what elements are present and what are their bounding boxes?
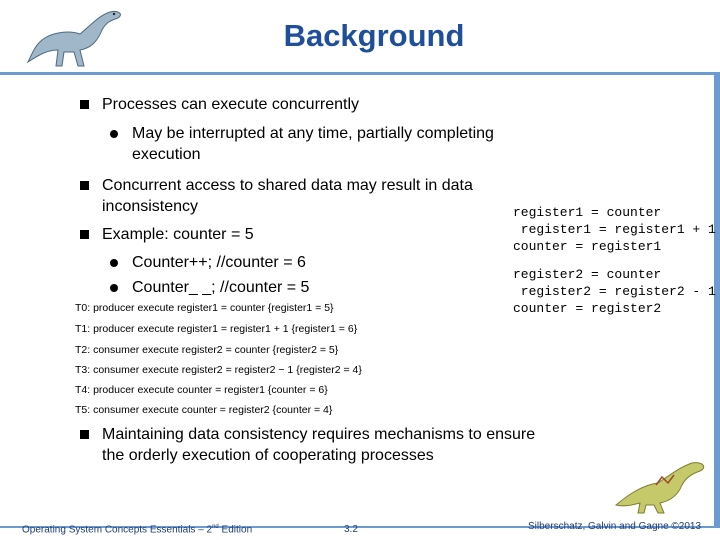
square-bullet-icon [80, 100, 89, 109]
sub-bullet-text: Counter_ _; //counter = 5 [132, 279, 310, 296]
trace-line: T0: producer execute register1 = counter {register1 = 5} [75, 302, 334, 314]
trace-line: T5: consumer execute counter = register2 {counter = 4} [75, 404, 333, 416]
square-bullet-icon [80, 181, 89, 190]
footer-book-title [22, 524, 252, 535]
trace-line: T2: consumer execute register2 = counter {register2 = 5} [75, 344, 339, 356]
bullet-text: Maintaining data consistency requires mechanisms to ensure [102, 426, 536, 443]
code-block-producer: register1 = counter register1 = register1 + 1 counter = register1 [513, 205, 716, 254]
code-block-consumer: register2 = counter register2 = register2 - 1 counter = register2 [513, 267, 716, 316]
book-title-text: Operating System Concepts Essentials – 2 [22, 524, 213, 536]
square-bullet-icon [80, 430, 89, 439]
bullet-text: Concurrent access to shared data may result in data [102, 177, 473, 194]
square-bullet-icon [80, 230, 89, 239]
sub-bullet-text: Counter++; //counter = 6 [132, 254, 306, 271]
footer-authors: Silberschatz, Galvin and Gagne ©2013 [528, 521, 702, 532]
trace-line: T4: producer execute counter = register1 {counter = 6} [75, 384, 328, 396]
bullet-text: Processes can execute concurrently [102, 96, 360, 113]
page-title: Background [283, 18, 465, 53]
trace-line: T3: consumer execute register2 = register2 − 1 {register2 = 4} [75, 364, 362, 376]
book-edition-sup: nd [212, 524, 219, 530]
bullet-text-cont: the orderly execution of cooperating processes [102, 447, 434, 464]
header-divider [0, 72, 720, 75]
round-bullet-icon [110, 259, 118, 267]
bullet-text-cont: inconsistency [102, 198, 199, 215]
book-edition-text: Edition [218, 524, 253, 536]
sub-bullet-text: May be interrupted at any time, partially completing [132, 125, 494, 142]
bullet-text: Example: counter = 5 [102, 226, 254, 243]
page-number: 3.2 [344, 524, 358, 535]
round-bullet-icon [110, 130, 118, 138]
sub-bullet-text-cont: execution [132, 146, 201, 163]
round-bullet-icon [110, 284, 118, 292]
trace-line: T1: producer execute register1 = register1 + 1 {register1 = 6} [75, 323, 358, 335]
dinosaur-footer-icon [612, 455, 712, 515]
